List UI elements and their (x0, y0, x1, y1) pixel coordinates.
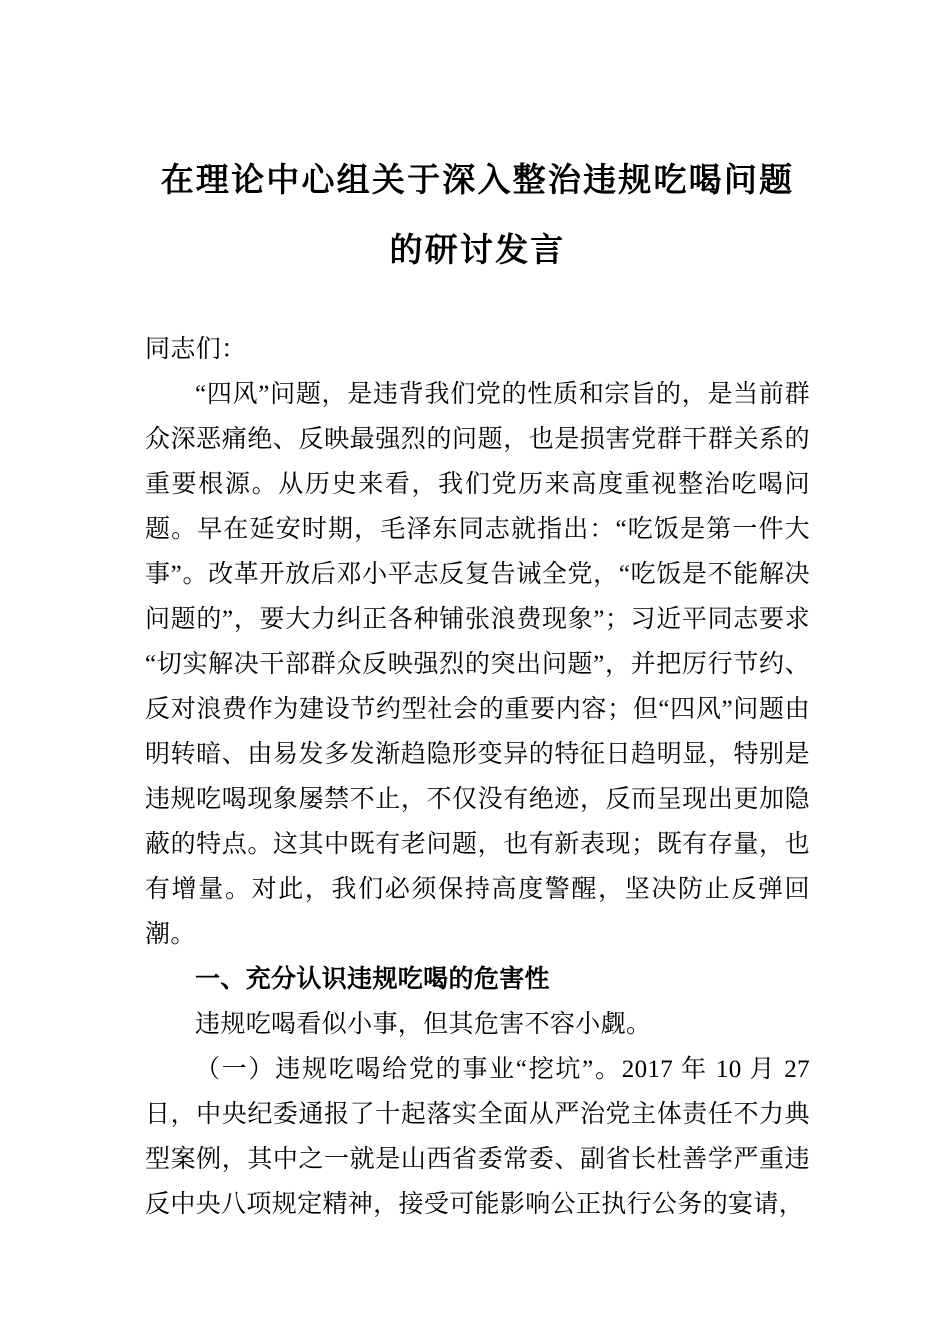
salutation: 同志们： (145, 336, 247, 363)
document-body (145, 327, 810, 1227)
sub-item-1-lead: （一）违规吃喝给党的事业“挖坑”。 (195, 1056, 622, 1083)
document-title: 在理论中心组关于深入整治违规吃喝问题的研讨发言 (160, 163, 795, 269)
section-heading-1: 一、充分认识违规吃喝的危害性 (195, 965, 550, 993)
sub-item-1-text: 2017 年 10 月 27 日，中央纪委通报了十起落实全面从严治党主体责任不力典型案例，其中之一就是山西省委常委、副省长杜善学严重违反中央八项规定精神，接受可能影响公正执行公务的宴请， (145, 1056, 810, 1218)
paragraph-sub-item-1 (145, 1047, 810, 1227)
paragraph-intro: “四风”问题，是违背我们党的性质和宗旨的，是当前群众深恶痛绝、反映最强烈的问题，也是损害党群干群关系的重要根源。从历史来看，我们党历来高度重视整治吃喝问题。早在延安时期，毛泽东同志就指出：“吃饭是第一件大事”。改革开放后邓小平志反复告诫全党，“吃饭是不能解决问题的”，要大力纠正各种铺张浪费现象”；习近平同志要求“切实解决干部群众反映强烈的突出问题”，并把厉行节约、反对浪费作为建设节约型社会的重要内容；但“四风”问题由明转暗、由易发多发渐趋隐形变异的特征日趋明显，特别是违规吃喝现象屡禁不止，不仅没有绝迹，反而呈现出更加隐蔽的特点。这其中既有老问题，也有新表现；既有存量，也有增量。对此，我们必须保持高度警醒，坚决防止反弹回潮。 (145, 381, 810, 948)
paragraph-harm-intro: 违规吃喝看似小事，但其危害不容小觑。 (195, 1011, 652, 1038)
